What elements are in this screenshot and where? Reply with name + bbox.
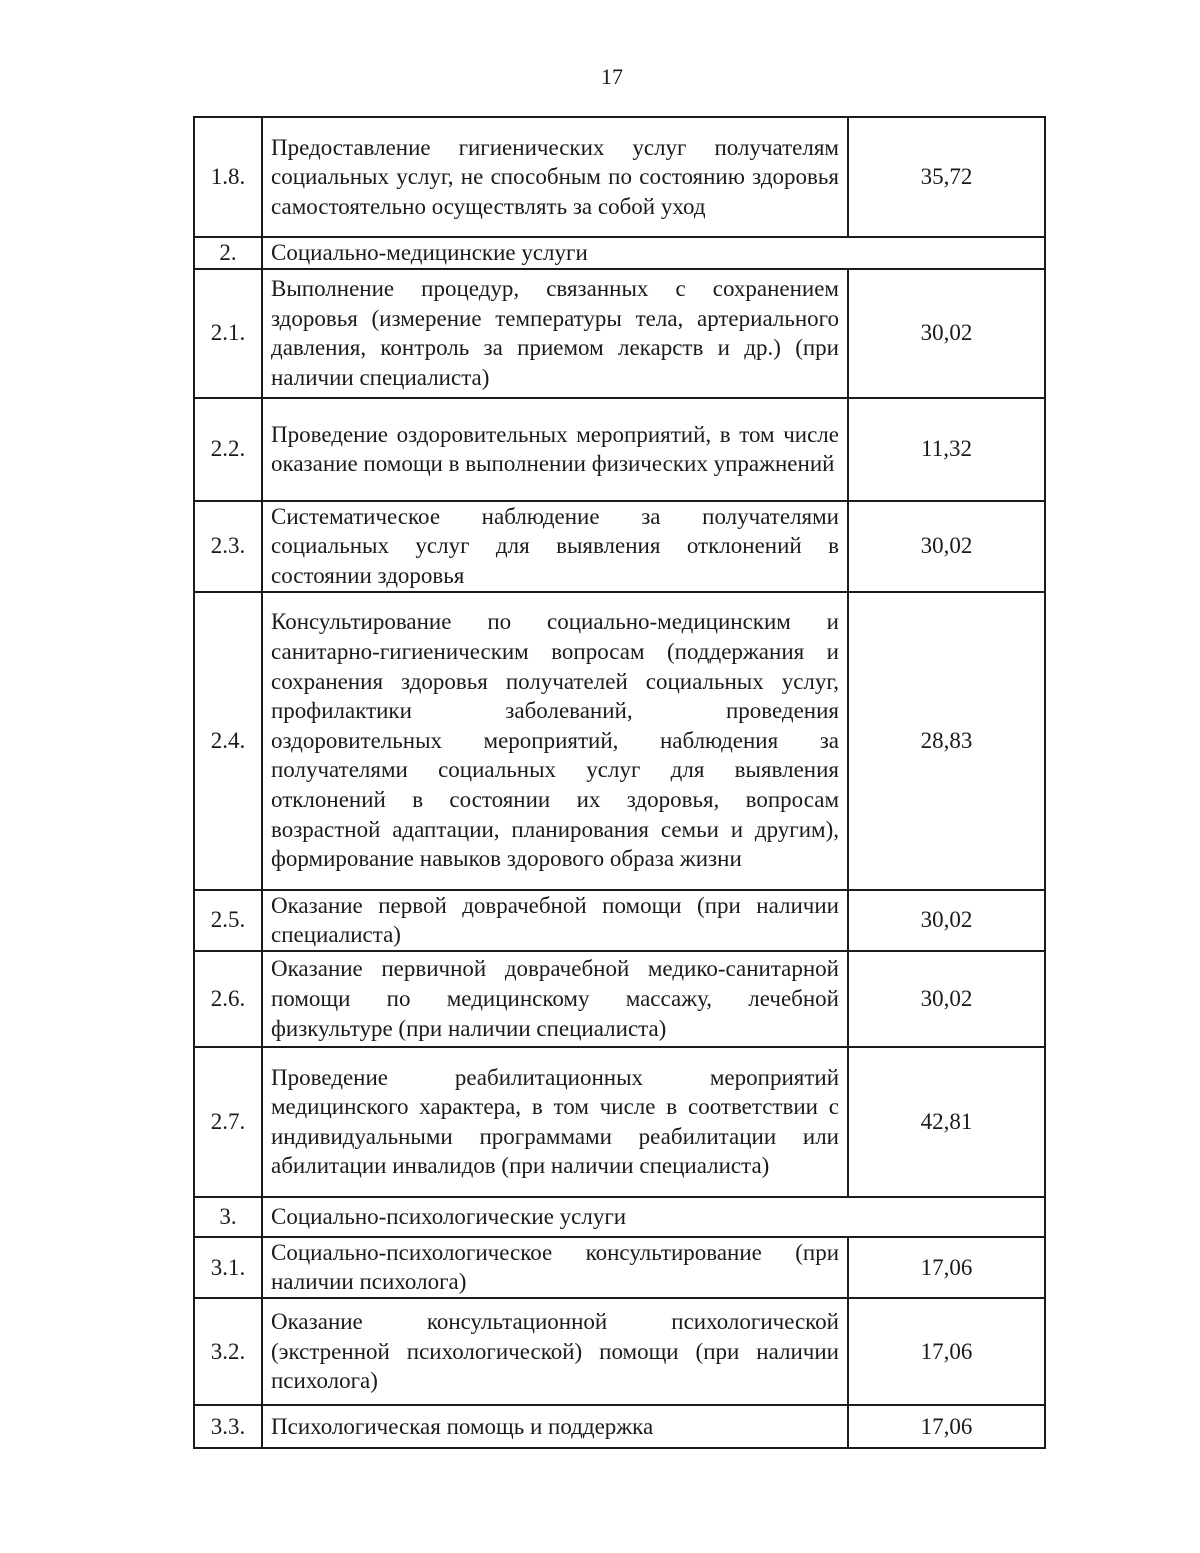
- row-number: 3.3.: [194, 1405, 262, 1448]
- table-row: [194, 269, 1045, 398]
- service-name: Консультирование по социально-медицинским и санитарно-гигиеническим вопросам (поддержания и сохранения здоровья получателей социальных услуг, профилактики заболеваний, проведения оздоровительных мероприятий, наблюдения за получателями социальных услуг для выявления отклонений в состоянии их здоровья, вопросам возрастной адаптации, планирования семьи и другим), формирование навыков здорового образа жизни: [262, 592, 848, 890]
- table-row: [194, 117, 1045, 237]
- services-tariff-table: [193, 116, 1046, 1449]
- row-number: 3.1.: [194, 1237, 262, 1298]
- service-name: Систематическое наблюдение за получателями социальных услуг для выявления отклонений в состоянии здоровья: [262, 501, 848, 592]
- table-row: [194, 890, 1045, 951]
- service-value: 17,06: [848, 1298, 1045, 1405]
- service-value: 35,72: [848, 117, 1045, 237]
- service-value: 30,02: [848, 890, 1045, 951]
- service-value: 30,02: [848, 269, 1045, 398]
- service-name: Психологическая помощь и поддержка: [262, 1405, 848, 1448]
- row-number: 2.3.: [194, 501, 262, 592]
- service-name: Предоставление гигиенических услуг получателям социальных услуг, не способным по состоянию здоровья самостоятельно осуществлять за собой уход: [262, 117, 848, 237]
- row-number: 2.2.: [194, 398, 262, 501]
- section-title: Социально-психологические услуги: [262, 1197, 1045, 1237]
- row-number: 2.5.: [194, 890, 262, 951]
- service-name: Проведение оздоровительных мероприятий, в том числе оказание помощи в выполнении физических упражнений: [262, 398, 848, 501]
- service-value: 17,06: [848, 1237, 1045, 1298]
- table-row: [194, 951, 1045, 1047]
- table-row: [194, 592, 1045, 890]
- table-row: [194, 1405, 1045, 1448]
- row-number: 2.4.: [194, 592, 262, 890]
- section-row: [194, 237, 1045, 269]
- service-name: Социально-психологическое консультирование (при наличии психолога): [262, 1237, 848, 1298]
- table-row: [194, 1237, 1045, 1298]
- row-number: 2.6.: [194, 951, 262, 1047]
- row-number: 2.7.: [194, 1047, 262, 1197]
- service-value: 30,02: [848, 501, 1045, 592]
- service-name: Оказание первичной доврачебной медико-санитарной помощи по медицинскому массажу, лечебной физкультуре (при наличии специалиста): [262, 951, 848, 1047]
- section-number: 2.: [194, 237, 262, 269]
- row-number: 2.1.: [194, 269, 262, 398]
- service-value: 28,83: [848, 592, 1045, 890]
- row-number: 1.8.: [194, 117, 262, 237]
- table-row: [194, 398, 1045, 501]
- table-row: [194, 1298, 1045, 1405]
- service-value: 11,32: [848, 398, 1045, 501]
- section-title: Социально-медицинские услуги: [262, 237, 1045, 269]
- row-number: 3.2.: [194, 1298, 262, 1405]
- service-value: 30,02: [848, 951, 1045, 1047]
- service-name: Выполнение процедур, связанных с сохранением здоровья (измерение температуры тела, артериального давления, контроль за приемом лекарств и др.) (при наличии специалиста): [262, 269, 848, 398]
- service-name: Проведение реабилитационных мероприятий медицинского характера, в том числе в соответствии с индивидуальными программами реабилитации или абилитации инвалидов (при наличии специалиста): [262, 1047, 848, 1197]
- service-name: Оказание первой доврачебной помощи (при наличии специалиста): [262, 890, 848, 951]
- table-row: [194, 501, 1045, 592]
- table-row: [194, 1047, 1045, 1197]
- service-value: 42,81: [848, 1047, 1045, 1197]
- page-number: 17: [601, 64, 623, 89]
- section-row: [194, 1197, 1045, 1237]
- service-value: 17,06: [848, 1405, 1045, 1448]
- section-number: 3.: [194, 1197, 262, 1237]
- service-name: Оказание консультационной психологической (экстренной психологической) помощи (при наличии психолога): [262, 1298, 848, 1405]
